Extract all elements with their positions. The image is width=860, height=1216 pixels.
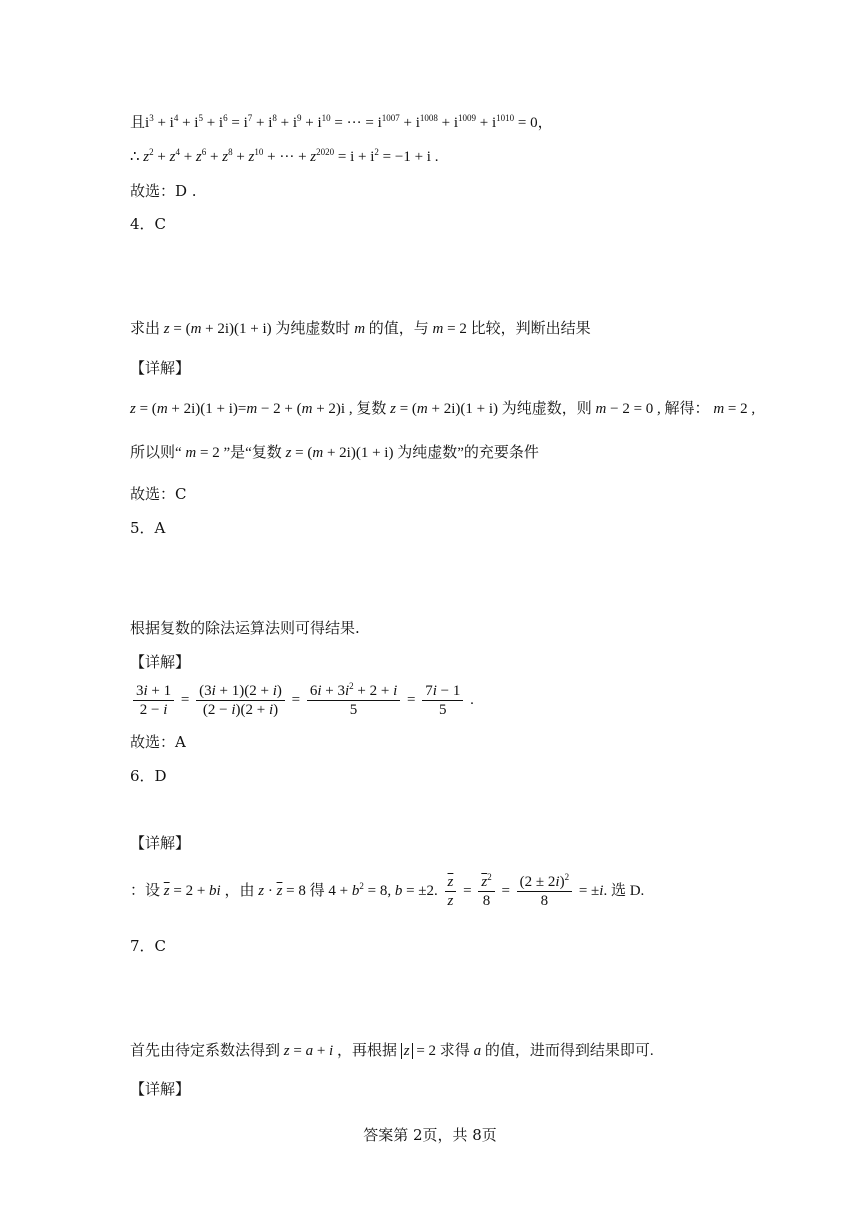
math: m = 2: [185, 445, 220, 461]
math: z = (m + 2i)(1 + i): [390, 401, 499, 417]
fraction: $\frac{(2 \pm 2i)^2}{8}$: [517, 873, 572, 910]
math: m: [354, 321, 366, 337]
math: z = (m + 2i)(1 + i): [285, 445, 394, 461]
detail-line: [130, 398, 755, 420]
analysis-line: [130, 318, 591, 340]
text: 所以则“: [130, 445, 182, 461]
math: $z \cdot \overline{z} = 8$: [258, 883, 306, 899]
math: z = (m + 2i)(1 + i)=m − 2 + (m + 2)i ,: [130, 401, 353, 417]
text: 首先由待定系数法得到: [130, 1043, 281, 1059]
math: $i^3 + i^4 + i^5 + i^6 = i^7 + i^8 + i^9 + i^{10}$ = ··· = $i^{1007} + i^{1008} + i^{1009} + i^{1010} = 0$: [145, 113, 538, 131]
math: z = 2: [401, 1043, 436, 1059]
text: 比较，判断出结果: [470, 321, 591, 337]
text: ：设: [130, 883, 161, 899]
section-heading: 【详解】: [130, 359, 191, 377]
text: 选 D.: [610, 883, 645, 899]
math: m = 2: [432, 321, 467, 337]
text: 的值，进而得到结果即可.: [484, 1043, 654, 1059]
question-number: 4．C: [130, 215, 167, 233]
text: ，再根据: [336, 1043, 397, 1059]
fraction: $\frac{\overline{z}}{z}$: [445, 873, 457, 910]
line-i-sum: [130, 112, 553, 134]
analysis-line: [130, 1040, 654, 1062]
detail-line: ：设 $\overline{z} = 2$ + bi ，由 $z \cdot \overline{z} = 8$ 得 $4 + b^2 = 8$, b = ±2. $\frac{\overline{z}}{z}$ = $\frac{\overline{z}^2}{8}$ = $\frac{(2 \pm 2i)^2}{8}$ = ±i. 选 D.: [130, 872, 645, 910]
math: z = a + i: [283, 1043, 334, 1059]
text: 求出: [130, 321, 161, 337]
text: 且: [130, 115, 146, 131]
math: $4 + b^2 = 8$, b = ±2.: [328, 881, 438, 899]
text: 求得: [439, 1043, 470, 1059]
section-heading: 【详解】: [130, 1080, 191, 1098]
math: m = 2 ,: [713, 401, 756, 417]
text: 的值，与: [368, 321, 429, 337]
math: = ±i.: [578, 883, 608, 899]
page-footer: 答案第 2页，共 8页: [363, 1126, 497, 1144]
section-heading: 【详解】: [130, 653, 191, 671]
division-formula: $\frac{3i + 1}{2 - i}$ = $\frac{(3i + 1)(2 + i)}{(2 - i)(2 + i)}$ = $\frac{6i + 3i^2 + 2 + i}{5}$ = $\frac{7i - 1}{5}$ .: [130, 680, 474, 720]
text: 解得：: [664, 401, 710, 417]
fraction: $\frac{3i + 1}{2 - i}$: [133, 682, 174, 719]
text: 得: [309, 883, 325, 899]
fraction: $\frac{\overline{z}^2}{8}$: [478, 873, 494, 910]
text: 为纯虚数时: [275, 321, 351, 337]
text: ”是“复数: [223, 445, 282, 461]
math: $\overline{z} = 2$ + bi: [163, 883, 221, 899]
math: z = (m + 2i)(1 + i): [163, 321, 272, 337]
question-number: 5．A: [130, 519, 166, 537]
question-number: 6．D: [130, 767, 167, 785]
text: ∴: [130, 149, 140, 165]
answer-line: 故选：D .: [130, 182, 197, 200]
math: $z^2 + z^4 + z^6 + z^8 + z^{10}$ + ··· + $z^{2020} = i + i^2 = -1 + i$ .: [143, 147, 439, 165]
math: m − 2 = 0 ,: [595, 401, 661, 417]
fraction: $\frac{(3i + 1)(2 + i)}{(2 - i)(2 + i)}$: [196, 682, 285, 719]
text: 为纯虚数”的充要条件: [397, 445, 539, 461]
question-number: 7．C: [130, 937, 167, 955]
line-z-sum: [130, 146, 438, 168]
fraction: $\frac{6i + 3i^2 + 2 + i}{5}$: [307, 682, 400, 719]
text: 为纯虚数，则: [501, 401, 592, 417]
text: ，由: [224, 883, 255, 899]
math: a: [473, 1043, 482, 1059]
section-heading: 【详解】: [130, 834, 191, 852]
text: ，: [537, 115, 553, 131]
text: 复数: [356, 401, 387, 417]
conclusion-line: [130, 442, 539, 464]
fraction: $\frac{7i - 1}{5}$: [422, 682, 463, 719]
answer-line: 故选：C: [130, 485, 187, 503]
analysis-line: 根据复数的除法运算法则可得结果.: [130, 619, 360, 637]
answer-line: 故选：A: [130, 733, 186, 751]
